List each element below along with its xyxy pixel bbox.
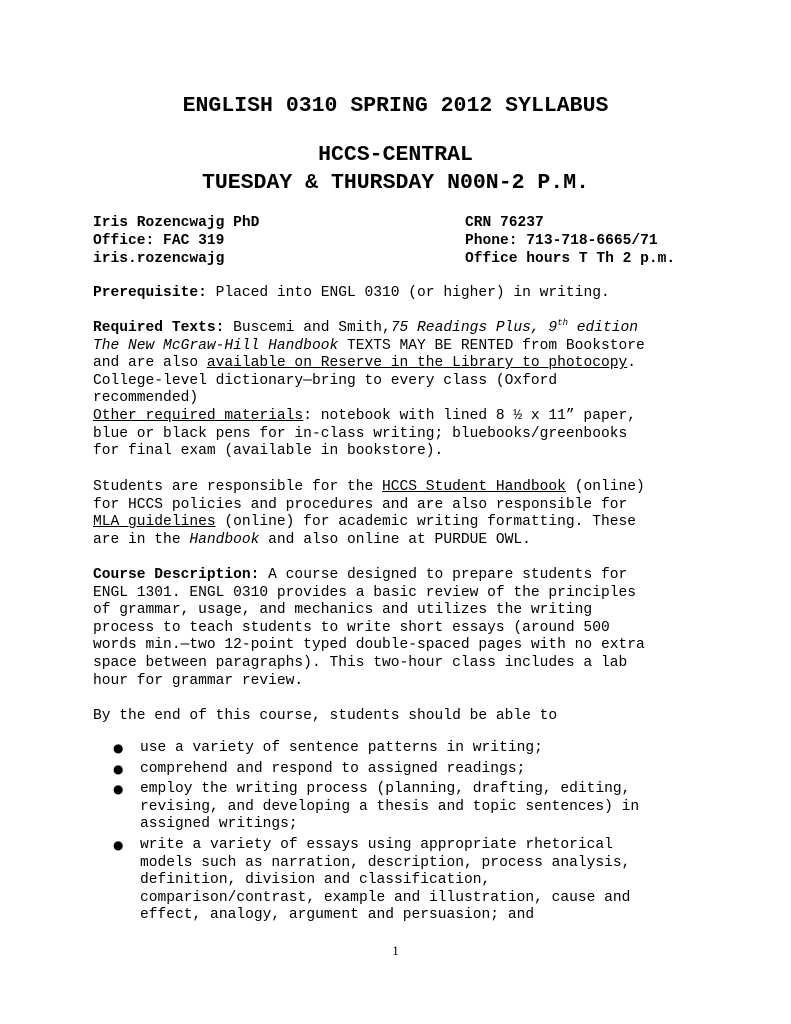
bullet-icon: ● [113, 837, 124, 852]
list-item [113, 781, 753, 834]
phone: Phone: 713-718-6665/71 [465, 233, 658, 249]
instructor-info [93, 214, 733, 268]
prerequisite-label: Prerequisite: [93, 285, 207, 301]
text-line: College-level dictionary—bring to every class (Oxford [93, 372, 558, 389]
instructor-name: Iris Rozencwajg PhD [93, 215, 260, 231]
text-line: for HCCS policies and procedures and are also responsible for [93, 496, 628, 513]
office-location: Office: FAC 319 [93, 233, 225, 249]
mla-guidelines-ref: MLA guidelines [93, 514, 216, 531]
text-line: (online) for academic writing formatting. These [215, 514, 636, 531]
list-item [113, 761, 753, 779]
text-line: A course designed to prepare students for [259, 567, 628, 583]
text-line: process to teach students to write short essays (around 500 [93, 619, 610, 636]
prerequisite-section [93, 285, 743, 303]
edition-text: edition [568, 320, 639, 336]
course-description-section [93, 567, 743, 690]
text-line: of grammar, usage, and mechanics and utilizes the writing [93, 602, 593, 619]
instructor-email: iris.rozencwajg [93, 251, 225, 267]
bullet-icon: ● [113, 782, 124, 797]
outcomes-intro: By the end of this course, students should be able to [93, 708, 558, 724]
list-item-text: use a variety of sentence patterns in writing; [140, 740, 543, 756]
handbook-ref: Handbook [189, 531, 260, 548]
outcomes-list [113, 740, 753, 928]
schedule-heading: TUESDAY & THURSDAY N00N-2 P.M. [201, 171, 590, 195]
text-line: recommended) [93, 390, 199, 407]
list-item-text: comprehend and respond to assigned readings; [140, 760, 526, 777]
text-line: . [627, 355, 636, 372]
page-title: ENGLISH 0310 SPRING 2012 SYLLABUS [182, 94, 609, 118]
text-line: hour for grammar review. [93, 672, 304, 689]
text-line: and are also [93, 355, 207, 372]
outcomes-intro-section [93, 708, 743, 726]
required-texts-section [93, 320, 743, 461]
crn: CRN 76237 [465, 215, 544, 231]
bullet-icon: ● [113, 761, 124, 776]
text-line: words min.—two 12-point typed double-spaced pages with no extra [93, 637, 645, 654]
text-line: ENGL 1301. ENGL 0310 provides a basic review of the principles [93, 584, 636, 601]
required-texts-label: Required Texts: [93, 320, 225, 336]
list-item [113, 837, 753, 925]
student-responsibility-section [93, 479, 743, 549]
bullet-icon: ● [113, 741, 124, 755]
text-line: and also online at PURDUE OWL. [259, 531, 531, 548]
campus-heading: HCCS-CENTRAL [318, 143, 473, 167]
text-line: (online) [565, 479, 645, 495]
text-line: TEXTS MAY BE RENTED from Bookstore [338, 337, 645, 354]
text-line: Buscemi and Smith, [224, 320, 391, 336]
text-line: blue or black pens for in-class writing; bluebooks/greenbooks [93, 425, 628, 442]
text-line: for final exam (available in bookstore). [93, 443, 444, 460]
text-line: Students are responsible for the [93, 479, 383, 495]
list-item [113, 740, 753, 758]
text-line: : notebook with lined 8 ½ x 11” paper, [303, 407, 636, 424]
text-line: are in the [93, 531, 190, 548]
list-item-text: write a variety of essays using appropriate rhetorical models such as narration, description, process analysis, definition, division and classification, comparison/contrast, example and illustration, cause and effect, analogy, argument and persuasion; and [140, 836, 631, 924]
office-hours: Office hours T Th 2 p.m. [465, 251, 676, 267]
list-item-text: employ the writing process (planning, drafting, editing, revising, and developing a thesis and topic sentences) in assigned writings; [140, 781, 640, 833]
handbook-title: The New McGraw-Hill Handbook [93, 337, 339, 354]
reserve-note: available on Reserve in the Library to photocopy [206, 355, 628, 372]
edition-superscript: th [557, 318, 568, 328]
page-number: 1 [392, 943, 399, 958]
textbook-title [391, 320, 638, 336]
textbook-title-main: 75 Readings Plus, 9 [390, 320, 558, 336]
course-description-label: Course Description: [93, 567, 260, 583]
text-line: space between paragraphs). This two-hour class includes a lab [93, 654, 628, 671]
prerequisite-text: Placed into ENGL 0310 (or higher) in writing. [206, 285, 610, 301]
other-materials-label: Other required materials [93, 407, 304, 424]
student-handbook-ref: HCCS Student Handbook [382, 479, 566, 495]
